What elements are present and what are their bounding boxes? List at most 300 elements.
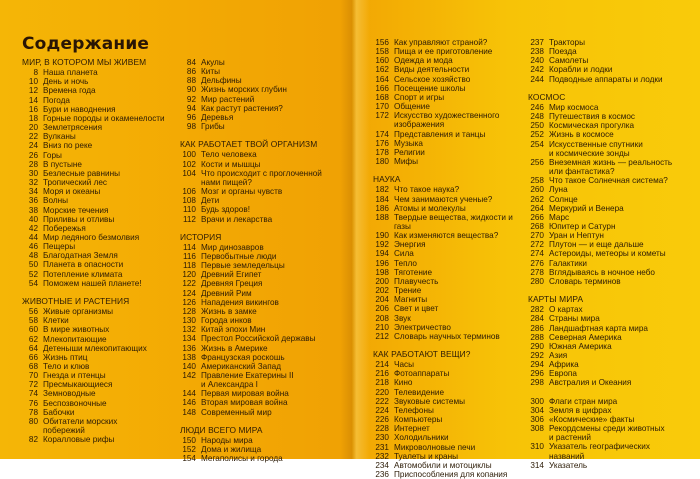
toc-entry-title: Сила (394, 249, 414, 259)
toc-entry[interactable] (180, 243, 340, 252)
toc-page-number: 92 (186, 94, 196, 104)
toc-entry[interactable] (22, 325, 172, 334)
toc-entry[interactable] (528, 424, 686, 442)
section-heading: ЖИВОТНЫЕ И РАСТЕНИЯ (22, 295, 130, 306)
toc-page-number: 266 (530, 212, 544, 222)
toc-page-number: 50 (28, 260, 38, 270)
toc-page-number: 90 (186, 85, 196, 95)
toc-entry[interactable] (22, 169, 172, 178)
toc-entry[interactable] (180, 67, 340, 76)
toc-entry[interactable] (22, 151, 172, 160)
toc-page-number: 118 (182, 261, 196, 271)
toc-entry[interactable] (22, 224, 172, 233)
toc-page-number: 94 (186, 103, 196, 113)
toc-entry[interactable] (22, 408, 172, 417)
toc-entry[interactable] (180, 122, 340, 131)
toc-entry-title: Планета в опасности (43, 260, 124, 270)
toc-entry-title: Страны мира (549, 314, 600, 324)
toc-entry[interactable] (528, 130, 686, 139)
toc-entry-title: Общение (394, 102, 430, 112)
toc-entry-title: Мифы (394, 157, 419, 167)
toc-entry[interactable] (180, 298, 340, 307)
toc-entry[interactable] (373, 148, 525, 157)
toc-entry-title: Гнезда и птенцы (43, 371, 106, 381)
toc-page-number: 132 (182, 325, 196, 335)
toc-page-number: 256 (530, 157, 544, 167)
toc-entry[interactable] (373, 369, 525, 378)
toc-entry-title: Автомобили и мотоциклы (394, 460, 492, 470)
toc-entry[interactable] (180, 58, 340, 67)
toc-entry[interactable] (22, 215, 172, 224)
toc-entry[interactable] (180, 445, 340, 454)
toc-entry[interactable] (373, 204, 525, 213)
toc-page-number: 238 (530, 47, 544, 57)
toc-entry[interactable] (22, 206, 172, 215)
toc-entry[interactable] (373, 406, 525, 415)
toc-entry[interactable] (373, 130, 525, 139)
toc-page-number: 166 (375, 83, 389, 93)
toc-entry[interactable] (373, 65, 525, 74)
toc-entry[interactable] (22, 307, 172, 316)
toc-page-number: 234 (375, 460, 389, 470)
toc-entry[interactable] (180, 316, 340, 325)
toc-entry[interactable] (22, 435, 172, 444)
toc-entry[interactable] (22, 362, 172, 371)
toc-entry-title: Клетки (43, 316, 69, 326)
toc-entry-title: Телефоны (394, 405, 434, 415)
toc-entry-title: Указатель (549, 460, 588, 470)
toc-page-number: 82 (28, 435, 38, 445)
toc-entry-title: Вторая мировая война (201, 398, 288, 408)
toc-entry[interactable] (528, 406, 686, 415)
toc-entry[interactable] (373, 249, 525, 258)
toc-page-number: 66 (28, 352, 38, 362)
toc-page-number: 310 (530, 442, 544, 452)
toc-page-number: 96 (186, 112, 196, 122)
toc-page-number: 304 (530, 405, 544, 415)
toc-entry[interactable] (373, 75, 525, 84)
toc-entry[interactable] (22, 335, 172, 344)
section-heading: КАК РАБОТАЮТ ВЕЩИ? (373, 349, 471, 359)
toc-page-number: 204 (375, 295, 389, 305)
toc-entry[interactable] (22, 132, 172, 141)
toc-entry[interactable] (180, 196, 340, 205)
toc-entry-title: Престол Российской державы (201, 334, 316, 344)
toc-entry[interactable] (373, 360, 525, 369)
toc-entry-title: Тепло (394, 258, 417, 268)
toc-entry[interactable] (528, 56, 686, 65)
toc-entry[interactable] (373, 397, 525, 406)
toc-page-number: 122 (182, 279, 196, 289)
toc-page-number: 142 (182, 371, 196, 380)
toc-entry-title: Мир космоса (549, 102, 599, 112)
toc-entry[interactable] (180, 252, 340, 261)
toc-entry-title: Морские течения (43, 205, 109, 215)
toc-entry-title: Вулканы (43, 132, 76, 142)
toc-entry[interactable] (22, 96, 172, 105)
toc-entry[interactable] (373, 102, 525, 111)
toc-page-number: 248 (530, 112, 544, 122)
toc-entry[interactable] (22, 114, 172, 123)
toc-entry[interactable] (180, 160, 340, 169)
toc-entry-title: Первобытные люди (201, 251, 277, 261)
toc-entry[interactable] (22, 233, 172, 242)
toc-entry[interactable] (528, 240, 686, 249)
toc-page-number: 76 (28, 398, 38, 408)
toc-entry[interactable] (528, 397, 686, 406)
toc-entry[interactable] (373, 433, 525, 442)
toc-entry[interactable] (373, 56, 525, 65)
toc-entry[interactable] (22, 380, 172, 389)
toc-entry[interactable] (528, 222, 686, 231)
toc-entry[interactable] (373, 452, 525, 461)
toc-entry-title: Кости и мышцы (201, 159, 261, 169)
toc-entry[interactable] (373, 443, 525, 452)
toc-entry-title: Энергия (394, 240, 426, 250)
toc-entry[interactable] (180, 279, 340, 288)
toc-page-number: 194 (375, 249, 389, 259)
toc-entry[interactable] (373, 84, 525, 93)
toc-entry-title: Мир динозавров (201, 242, 264, 252)
toc-page-number: 144 (182, 389, 196, 399)
toc-entry-title: Города инков (201, 316, 252, 326)
toc-entry[interactable] (180, 150, 340, 159)
toc-entry-title: Часы (394, 360, 414, 370)
toc-entry[interactable] (528, 75, 686, 84)
toc-page-number: 26 (28, 150, 38, 160)
toc-page-number: 12 (28, 86, 38, 96)
toc-entry[interactable] (373, 195, 525, 204)
toc-page-number: 268 (530, 221, 544, 231)
toc-entry[interactable] (22, 251, 172, 260)
section-heading: ИСТОРИЯ (180, 231, 222, 242)
toc-page-number: 168 (375, 92, 389, 102)
toc-page-number: 34 (28, 187, 38, 197)
toc-entry[interactable] (373, 259, 525, 268)
toc-page-number: 286 (530, 323, 544, 333)
toc-entry-title: Солнце (549, 194, 578, 204)
toc-page-number: 180 (375, 157, 389, 167)
toc-entry[interactable] (22, 242, 172, 251)
toc-entry[interactable] (528, 277, 686, 286)
toc-entry[interactable] (373, 424, 525, 433)
toc-entry-title: Приливы и отливы (43, 214, 115, 224)
toc-page-number: 292 (530, 351, 544, 360)
toc-entry[interactable] (22, 279, 172, 288)
toc-column-4 (528, 38, 686, 470)
toc-page-number: 106 (182, 187, 196, 197)
toc-entry[interactable] (22, 399, 172, 408)
toc-entry[interactable] (373, 38, 525, 47)
toc-entry[interactable] (22, 178, 172, 187)
toc-entry[interactable] (22, 105, 172, 114)
toc-entry[interactable] (528, 442, 686, 460)
toc-entry-title: Плутон — и еще дальше (549, 240, 644, 250)
toc-entry[interactable] (528, 324, 686, 333)
toc-entry-title: Тело и клюв (43, 362, 90, 371)
toc-entry[interactable] (373, 157, 525, 166)
section-heading: ЛЮДИ ВСЕГО МИРА (180, 424, 263, 435)
toc-entry[interactable] (528, 369, 686, 378)
toc-entry[interactable] (180, 85, 340, 94)
toc-entry[interactable] (528, 360, 686, 369)
toc-entry[interactable] (22, 316, 172, 325)
toc-page-number: 20 (28, 123, 38, 133)
toc-entry-title: Кино (394, 378, 413, 388)
toc-page-number: 120 (182, 270, 196, 280)
toc-entry-title: Мозг и органы чувств (201, 187, 283, 197)
toc-entry-title: Указатель географических названий (549, 442, 650, 461)
toc-page-number: 44 (28, 232, 38, 242)
toc-page-number: 280 (530, 276, 544, 286)
toc-entry[interactable] (22, 141, 172, 150)
toc-entry[interactable] (373, 323, 525, 332)
toc-entry[interactable] (373, 47, 525, 56)
toc-entry-title: Словарь терминов (549, 276, 621, 286)
toc-entry-title: Азия (549, 351, 568, 360)
toc-entry-title: Плавучесть (394, 276, 439, 286)
toc-page-number: 216 (375, 369, 389, 379)
toc-entry-title: Тракторы (549, 38, 585, 47)
toc-entry[interactable] (528, 231, 686, 240)
toc-entry[interactable] (373, 295, 525, 304)
toc-entry[interactable] (22, 196, 172, 205)
toc-entry[interactable] (180, 104, 340, 113)
toc-entry-title: Микроволновые печи (394, 442, 476, 452)
toc-entry-title: Как изменяются вещества? (394, 231, 499, 241)
toc-entry-title: «Космические» факты (549, 414, 635, 424)
toc-entry[interactable] (22, 270, 172, 279)
toc-entry[interactable] (528, 38, 686, 47)
toc-entry[interactable] (373, 231, 525, 240)
toc-entry[interactable] (528, 415, 686, 424)
toc-entry[interactable] (373, 388, 525, 397)
toc-entry-title: Беспозвоночные (43, 398, 107, 408)
toc-entry[interactable] (180, 389, 340, 398)
toc-entry[interactable] (528, 112, 686, 121)
toc-entry[interactable] (373, 461, 525, 470)
toc-page-number: 182 (375, 185, 389, 195)
toc-entry-title: Подводные аппараты и лодки (549, 74, 663, 84)
toc-entry[interactable] (373, 93, 525, 102)
toc-entry-title: Магниты (394, 295, 428, 305)
toc-entry-title: Вглядываясь в ночное небо (549, 267, 655, 277)
toc-entry[interactable] (180, 76, 340, 85)
toc-entry[interactable] (180, 325, 340, 334)
toc-entry[interactable] (528, 140, 686, 158)
toc-page-number: 140 (182, 361, 196, 371)
toc-entry[interactable] (180, 187, 340, 196)
toc-entry-title: Акулы (201, 58, 225, 67)
toc-page-number: 240 (530, 56, 544, 66)
toc-entry-title: Правление Екатерины II и Александра I (201, 371, 294, 390)
toc-entry-title: Земля в цифрах (549, 405, 612, 415)
toc-entry-title: Южная Америка (549, 341, 612, 351)
toc-entry-title: Австралия и Океания (549, 378, 632, 388)
toc-page-number: 314 (530, 460, 544, 470)
toc-page-number: 60 (28, 325, 38, 335)
toc-entry[interactable] (373, 111, 525, 129)
toc-entry[interactable] (373, 314, 525, 323)
toc-entry-title: Спорт и игры (394, 92, 445, 102)
toc-entry[interactable] (180, 371, 340, 389)
toc-entry[interactable] (528, 305, 686, 314)
toc-entry-title: Древний Египет (201, 270, 262, 280)
toc-entry[interactable] (22, 77, 172, 86)
toc-entry-title: Путешествия в космос (549, 112, 636, 122)
toc-page-number: 298 (530, 378, 544, 388)
toc-entry-title: Мегаполисы и города (201, 454, 283, 464)
toc-entry[interactable] (180, 289, 340, 298)
toc-entry-title: Млекопитающие (43, 334, 107, 344)
toc-page-number: 80 (28, 416, 38, 426)
toc-entry-title: Земноводные (43, 389, 96, 399)
toc-page-number: 188 (375, 212, 389, 222)
toc-entry[interactable] (180, 205, 340, 214)
toc-entry[interactable] (22, 353, 172, 362)
toc-entry[interactable] (22, 86, 172, 95)
toc-entry-title: Самолеты (549, 56, 589, 66)
toc-entry[interactable] (528, 259, 686, 268)
toc-entry[interactable] (528, 121, 686, 130)
toc-entry[interactable] (528, 314, 686, 323)
toc-entry-title: Древний Рим (201, 288, 252, 298)
toc-entry[interactable] (180, 113, 340, 122)
toc-page-number: 218 (375, 378, 389, 388)
toc-page-number: 58 (28, 316, 38, 326)
toc-entry[interactable] (373, 277, 525, 286)
toc-page-number: 124 (182, 288, 196, 298)
toc-entry[interactable] (180, 261, 340, 270)
toc-entry-title: Благодатная Земля (43, 251, 118, 261)
toc-page-number: 306 (530, 414, 544, 424)
toc-page-number: 78 (28, 407, 38, 417)
toc-page-number: 136 (182, 343, 196, 353)
toc-entry[interactable] (528, 249, 686, 258)
toc-entry[interactable] (22, 123, 172, 132)
toc-entry-title: Бури и наводнения (43, 104, 116, 114)
toc-page-number: 32 (28, 178, 38, 188)
toc-entry[interactable] (180, 95, 340, 104)
toc-entry-title: Корабли и лодки (549, 65, 613, 75)
toc-entry-title: Потепление климата (43, 269, 123, 279)
toc-entry[interactable] (373, 415, 525, 424)
toc-page-number: 254 (530, 139, 544, 149)
toc-entry[interactable] (22, 417, 172, 435)
toc-entry[interactable] (22, 260, 172, 269)
toc-page-number: 202 (375, 286, 389, 296)
toc-entry-title: Китай эпохи Мин (201, 325, 266, 335)
toc-entry[interactable] (180, 353, 340, 362)
toc-entry-title: Жизнь морских глубин (201, 85, 287, 95)
toc-entry-title: Вниз по реке (43, 141, 93, 151)
toc-entry[interactable] (528, 378, 686, 387)
toc-entry[interactable] (180, 307, 340, 316)
toc-entry[interactable] (528, 204, 686, 213)
toc-entry[interactable] (528, 65, 686, 74)
toc-entry-title: Дельфины (201, 76, 242, 86)
toc-entry[interactable] (180, 334, 340, 343)
toc-entry[interactable] (22, 68, 172, 77)
toc-entry-title: Галактики (549, 258, 588, 268)
toc-entry[interactable] (180, 398, 340, 407)
toc-entry[interactable] (373, 213, 525, 231)
toc-entry-title: Американский Запад (201, 361, 281, 371)
toc-page-number: 22 (28, 132, 38, 142)
toc-entry[interactable] (180, 215, 340, 224)
toc-entry-title: Врачи и лекарства (201, 214, 273, 224)
toc-entry[interactable] (373, 332, 525, 341)
toc-entry[interactable] (373, 286, 525, 295)
toc-page-number: 8 (33, 68, 38, 78)
toc-entry[interactable] (528, 333, 686, 342)
toc-page-number: 150 (182, 435, 196, 445)
toc-entry-title: Телевидение (394, 387, 445, 397)
toc-entry[interactable] (180, 270, 340, 279)
toc-page-number: 42 (28, 223, 38, 233)
toc-entry-title: Детеныши млекопитающих (43, 343, 147, 353)
toc-entry-title: Современный мир (201, 407, 272, 417)
toc-entry[interactable] (373, 185, 525, 194)
toc-entry[interactable] (528, 47, 686, 56)
toc-page-number: 242 (530, 65, 544, 75)
toc-entry[interactable] (528, 103, 686, 112)
toc-entry[interactable] (528, 268, 686, 277)
toc-entry[interactable] (528, 195, 686, 204)
toc-entry[interactable] (373, 139, 525, 148)
toc-page-number: 246 (530, 102, 544, 112)
toc-entry[interactable] (373, 268, 525, 277)
toc-entry[interactable] (528, 213, 686, 222)
toc-entry-title: Деревья (201, 112, 234, 122)
toc-entry-title: Твердые вещества, жидкости и газы (394, 212, 513, 231)
toc-page-number: 52 (28, 269, 38, 279)
toc-page-number: 138 (182, 352, 196, 362)
toc-page-number: 231 (375, 442, 389, 452)
toc-entry-title: Поможем нашей планете! (43, 278, 142, 288)
toc-entry-title: Меркурий и Венера (549, 203, 624, 213)
toc-page-number: 98 (186, 122, 196, 132)
toc-entry[interactable] (528, 461, 686, 470)
toc-entry-title: Французская роскошь (201, 352, 285, 362)
toc-entry[interactable] (528, 185, 686, 194)
toc-entry[interactable] (180, 169, 340, 187)
toc-entry[interactable] (180, 454, 340, 463)
toc-entry[interactable] (22, 187, 172, 196)
toc-entry[interactable] (373, 240, 525, 249)
toc-entry[interactable] (528, 351, 686, 360)
toc-entry-title: Что такое наука? (394, 185, 460, 195)
toc-entry[interactable] (528, 342, 686, 351)
toc-entry[interactable] (22, 344, 172, 353)
toc-entry[interactable] (22, 389, 172, 398)
toc-entry[interactable] (528, 158, 686, 176)
toc-entry[interactable] (22, 371, 172, 380)
toc-entry-title: Что такое Солнечная система? (549, 176, 668, 186)
toc-page-number: 228 (375, 424, 389, 434)
toc-page-number: 128 (182, 306, 196, 316)
toc-entry[interactable] (180, 436, 340, 445)
toc-entry[interactable] (373, 378, 525, 387)
toc-entry[interactable] (373, 304, 525, 313)
toc-entry[interactable] (528, 176, 686, 185)
toc-entry[interactable] (180, 344, 340, 353)
toc-entry[interactable] (373, 470, 525, 479)
toc-page-number: 62 (28, 334, 38, 344)
toc-entry[interactable] (22, 160, 172, 169)
toc-entry[interactable] (180, 408, 340, 417)
toc-entry[interactable] (180, 362, 340, 371)
